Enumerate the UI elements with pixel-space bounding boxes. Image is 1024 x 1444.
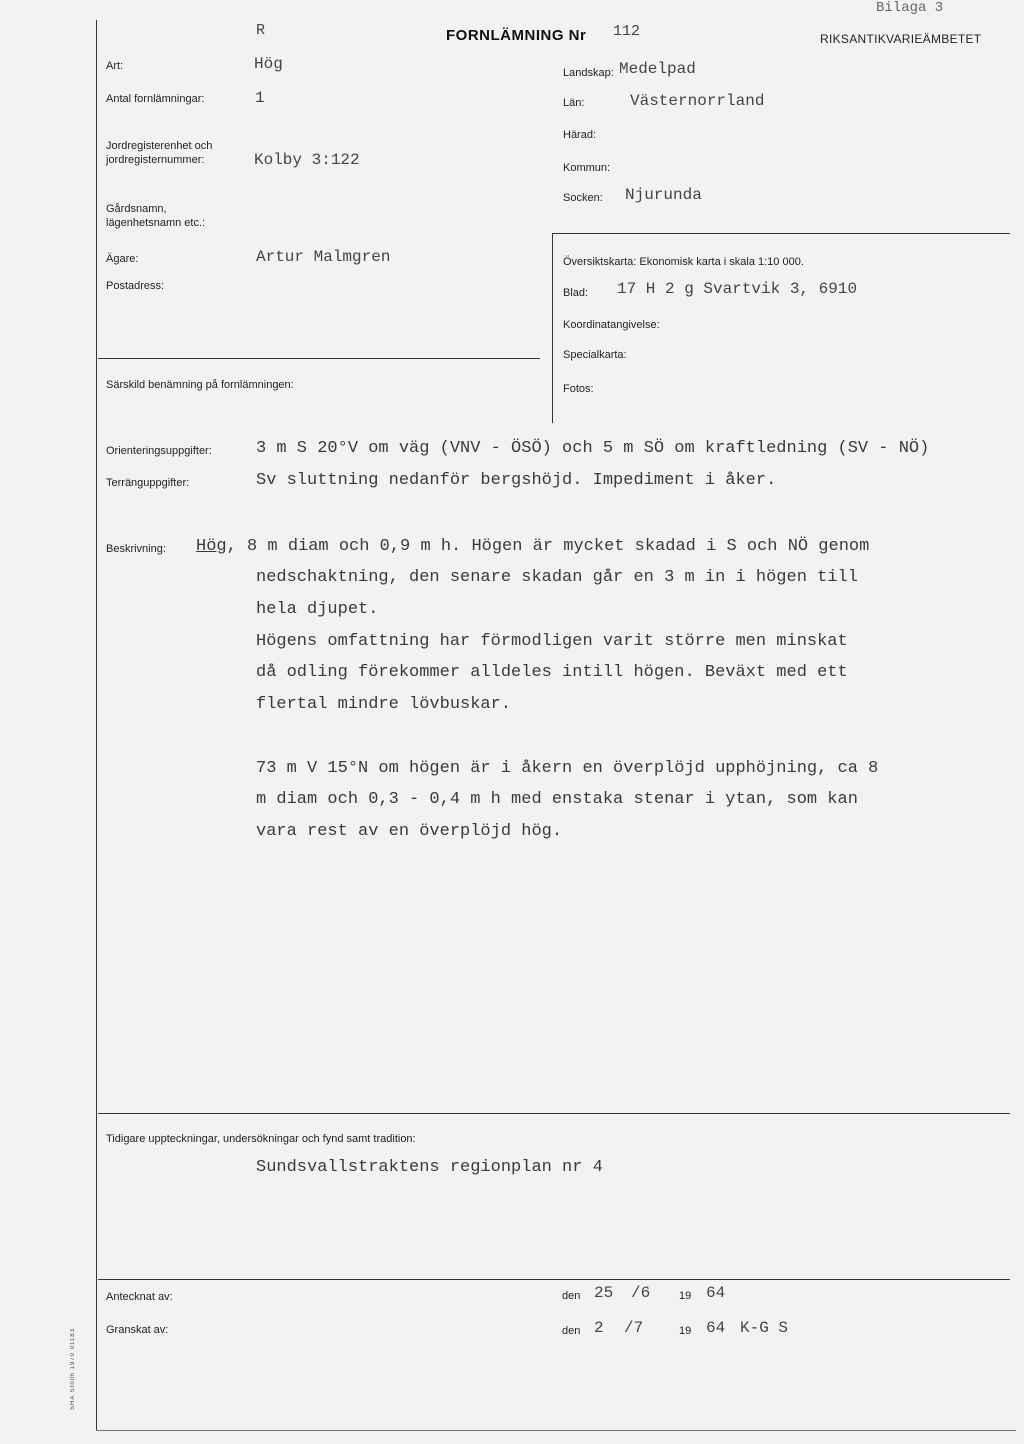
date1-yr-pre: 19 xyxy=(679,1290,692,1302)
landskap-value: Medelpad xyxy=(619,60,696,78)
koord-label: Koordinatangivelse: xyxy=(563,319,660,331)
beskrivning-line-2: nedschaktning, den senare skadan går en 3 m in i högen till xyxy=(256,568,858,587)
terrang-value: Sv sluttning nedanför bergshöjd. Impediment i åker. xyxy=(256,471,777,490)
footer-rule xyxy=(98,1279,1010,1280)
granskat-label: Granskat av: xyxy=(106,1324,169,1336)
date1-den: den xyxy=(562,1290,581,1302)
bottom-edge xyxy=(96,1430,1016,1431)
beskrivning-line-5: då odling förekommer alldeles intill högen. Beväxt med ett xyxy=(256,663,848,682)
form-title: FORNLÄMNING Nr xyxy=(446,27,587,44)
tidigare-value: Sundsvallstraktens regionplan nr 4 xyxy=(256,1158,603,1177)
date2-yr: 64 xyxy=(706,1319,726,1337)
bilaga-note: Bilaga 3 xyxy=(876,0,944,16)
sarskild-rule xyxy=(98,358,540,359)
tidigare-rule xyxy=(98,1113,1010,1114)
harad-label: Härad: xyxy=(563,129,597,141)
antecknat-label: Antecknat av: xyxy=(106,1291,173,1303)
antal-label: Antal fornlämningar: xyxy=(106,93,205,105)
lan-label: Län: xyxy=(563,97,585,109)
jord-label-1: Jordregisterenhet och xyxy=(106,140,213,152)
terrang-label: Terränguppgifter: xyxy=(106,477,190,489)
lan-value: Västernorrland xyxy=(630,92,765,110)
socken-label: Socken: xyxy=(563,192,603,204)
special-label: Specialkarta: xyxy=(563,349,627,361)
beskrivning-word: Hög xyxy=(196,537,227,556)
tidigare-label: Tidigare uppteckningar, undersökningar och fynd samt tradition: xyxy=(106,1133,416,1145)
date1-month: /6 xyxy=(631,1284,651,1302)
beskrivning-line-8: 73 m V 15°N om högen är i åkern en överplöjd upphöjning, ca 8 xyxy=(256,759,879,778)
beskrivning-line-10: vara rest av en överplöjd hög. xyxy=(256,822,563,841)
socken-value: Njurunda xyxy=(625,186,702,204)
blad-value: 17 H 2 g Svartvik 3, 6910 xyxy=(617,280,858,298)
oversikt-label: Översiktskarta: Ekonomisk karta i skala 1:10 000. xyxy=(563,256,804,268)
sarskild-label: Särskild benämning på fornlämningen: xyxy=(106,379,294,391)
fotos-label: Fotos: xyxy=(563,383,594,395)
gard-label-1: Gårdsnamn, xyxy=(106,203,167,215)
reviewer-signature: K-G S xyxy=(740,1319,789,1337)
jord-label-2: jordregisternummer: xyxy=(106,154,205,166)
kommun-label: Kommun: xyxy=(563,162,611,174)
blad-label: Blad: xyxy=(563,287,589,299)
art-label: Art: xyxy=(106,60,124,72)
antal-value: 1 xyxy=(255,89,265,107)
beskrivning-line-1-text: , 8 m diam och 0,9 m h. Högen är mycket skadad i S och NÖ genom xyxy=(226,537,870,556)
orient-label: Orienteringsuppgifter: xyxy=(106,445,212,457)
agare-label: Ägare: xyxy=(106,253,139,265)
beskrivning-line-4: Högens omfattning har förmodligen varit större men minskat xyxy=(256,632,848,651)
left-margin-line xyxy=(96,20,97,1430)
date2-month: /7 xyxy=(624,1319,644,1337)
gard-label-2: lägenhetsnamn etc.: xyxy=(106,217,206,229)
agency-name: RIKSANTIKVARIEÄMBETET xyxy=(820,32,982,46)
orient-value: 3 m S 20°V om väg (VNV - ÖSÖ) och 5 m SÖ om kraftledning (SV - NÖ) xyxy=(256,439,930,458)
date1-yr: 64 xyxy=(706,1284,726,1302)
map-box-top xyxy=(552,233,1010,234)
landskap-label: Landskap: xyxy=(563,67,614,79)
beskrivning-line-3: hela djupet. xyxy=(256,600,379,619)
date1-day: 25 xyxy=(594,1284,614,1302)
jord-value: Kolby 3:122 xyxy=(254,151,360,169)
beskrivning-line-6: flertal mindre lövbuskar. xyxy=(256,695,512,714)
art-value: Hög xyxy=(254,55,283,73)
date2-yr-pre: 19 xyxy=(679,1325,692,1337)
beskrivning-label: Beskrivning: xyxy=(106,543,166,555)
beskrivning-line-9: m diam och 0,3 - 0,4 m h med enstaka stenar i ytan, som kan xyxy=(256,790,858,809)
code-letter: R xyxy=(256,22,266,39)
postadress-label: Postadress: xyxy=(106,280,165,292)
beskrivning-line-1 xyxy=(196,537,869,556)
date2-day: 2 xyxy=(594,1319,604,1337)
form-number: 112 xyxy=(613,23,641,40)
map-box-left xyxy=(552,233,553,423)
agare-value: Artur Malmgren xyxy=(256,248,391,266)
date2-den: den xyxy=(562,1325,581,1337)
side-print-code: SHA Stolm 1970 01183 xyxy=(70,1328,76,1410)
